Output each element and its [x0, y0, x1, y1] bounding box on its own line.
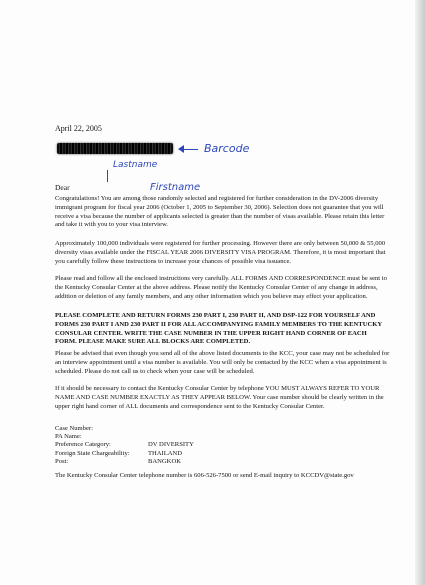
- preference-category-label: Preference Category:: [55, 441, 111, 449]
- page-edge-shadow: [415, 0, 425, 585]
- pa-name-row: [55, 433, 194, 441]
- post-row: [55, 458, 194, 466]
- foreign-state-row: [55, 450, 194, 458]
- letter-date: April 22, 2005: [55, 124, 102, 133]
- handwritten-pointer: [107, 170, 108, 182]
- handwritten-barcode-note: Barcode: [204, 142, 250, 155]
- paragraph-forms: PLEASE COMPLETE AND RETURN FORMS 230 PART I, 230 PART II, AND DSP-122 FOR YOURSELF AND FORMS 230 PART I AND 230 PART II FOR ALL ACCOMPANYING FAMILY MEMBERS TO THE KENTUCKY CONSULAR CENTER. WRITE THE CASE NUMBER IN THE UPPER RIGHT HAND CORNER OF EACH FORM. PLEASE MAKE SURE ALL BLOCKS ARE COMPLETED.: [55, 312, 382, 346]
- paragraph-registration: Approximately 100,000 individuals were registered for further processing. However there are only between 50,000 & 55,000 diversity visas available under the FISCAL YEAR 2006 DIVERSITY VISA PROGRAM. Therefore, it is most important that you carefully follow these instructions to increase your chances of possible visa issuance.: [55, 240, 386, 265]
- arrow-shaft: [180, 149, 198, 150]
- foreign-state-value: THAILAND: [148, 449, 183, 457]
- salutation: Dear: [55, 183, 70, 192]
- paragraph-contact: If it should be necessary to contact the Kentucky Consular Center by telephone YOU MUST ALWAYS REFER TO YOUR NAME AND CASE NUMBER EXACTLY AS THEY APPEAR BELOW. Your case number should be clearly written in the upper right hand corner of ALL documents and correspondence sent to the Kentucky Consular Center.: [55, 385, 384, 410]
- preference-category-row: [55, 441, 194, 449]
- post-value: BANGKOK: [148, 457, 181, 465]
- case-info-block: [55, 425, 194, 466]
- case-number-row: [55, 425, 194, 433]
- preference-category-value: DV DIVERSITY: [148, 441, 194, 449]
- handwritten-lastname-note: Lastname: [113, 160, 158, 170]
- handwritten-firstname-note: Firstname: [150, 182, 201, 193]
- case-number-label: Case Number:: [55, 425, 93, 432]
- paragraph-instructions: Please read and follow all the enclosed instructions very carefully. ALL FORMS AND CORRESPONDENCE must be sent to the Kentucky Consular Center at the above address. Please notify the Kentucky Consular Center of any change in address, addition or deletion of any family members, and any other information which you believe may effect your application.: [55, 275, 387, 300]
- foreign-state-label: Foreign State Chargeability:: [55, 449, 130, 457]
- pa-name-label: PA Name:: [55, 433, 82, 441]
- paragraph-congratulations: Congratulations! You are among those randomly selected and registered for further consideration in the DV-2006 diversity immigrant program for fiscal year 2006 (October 1, 2005 to September 30, 2006). Selection does not guarantee that you will receive a visa because the number of applicants selected is greater than the number of visas available. Please retain this letter and take it with you to your visa interview.: [55, 195, 385, 229]
- redacted-barcode: [57, 143, 173, 154]
- paragraph-scheduling: Please be advised that even though you send all of the above listed documents to the KCC, your case may not be scheduled for an interview appointment until a visa number is available. You will only be contacted by the KCC when a visa appointment is scheduled. Please do not call us to check when your case will be scheduled.: [55, 350, 390, 375]
- kcc-contact-footer: The Kentucky Consular Center telephone number is 606-526-7500 or send E-mail inquiry to KCCDV@state.gov: [55, 472, 354, 479]
- post-label: Post:: [55, 457, 69, 465]
